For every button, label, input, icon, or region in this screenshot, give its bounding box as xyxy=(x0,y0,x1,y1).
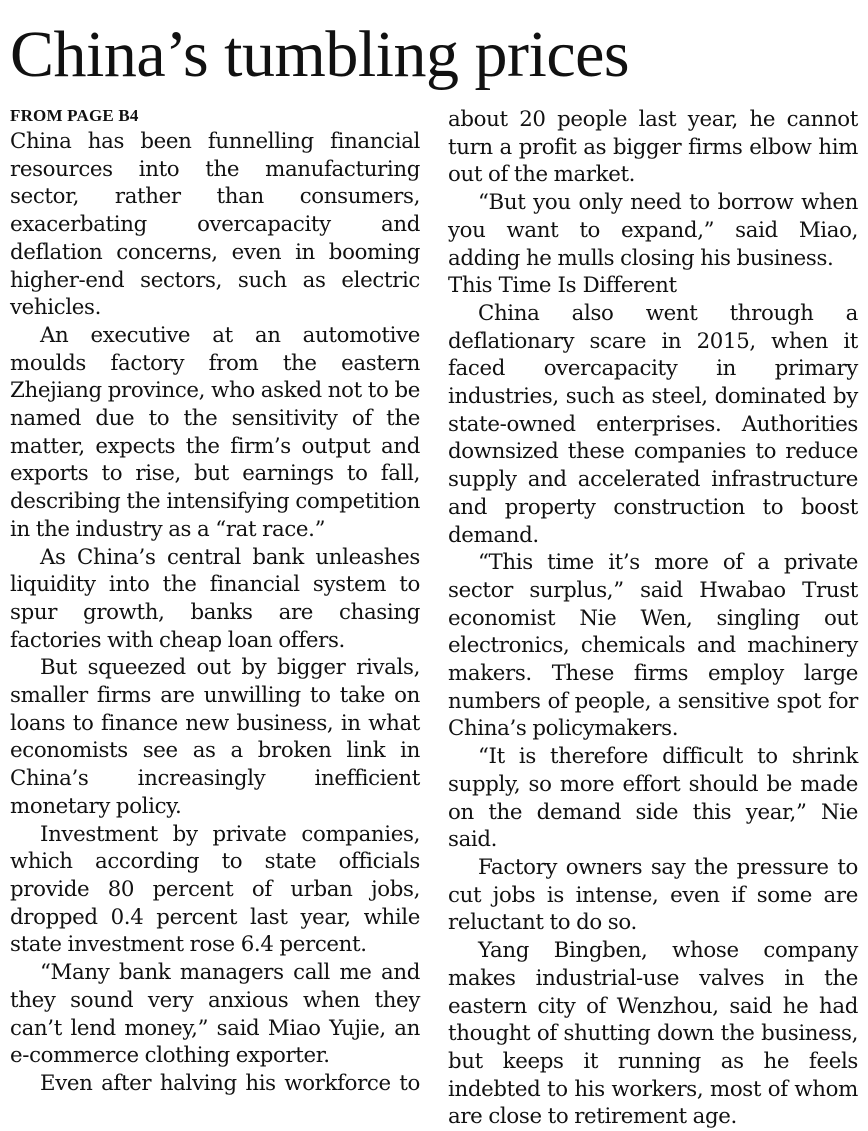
paragraph: But squeezed out by bigger rivals, smaller firms are unwilling to take on loans to finance new business, in what economists see as a broken link in China’s increasingly inefficient monetary policy. xyxy=(10,655,420,819)
column-left xyxy=(10,106,420,1131)
paragraph: Investment by private companies, which according to state officials provide 80 percent of urban jobs, dropped 0.4 percent last year, while state investment rose 6.4 percent. xyxy=(10,821,420,958)
article-body xyxy=(10,106,858,1131)
paragraph: Even after halving his workforce to xyxy=(40,1070,420,1096)
paragraph: China also went through a deflationary scare in 2015, when it faced overcapacity in primary industries, such as steel, dominated by state-owned enterprises. Authorities downsized these companies to reduce supply and accelerated infrastructure and property construction to boost demand. xyxy=(448,300,858,548)
headline: China’s tumbling prices xyxy=(10,18,630,91)
paragraph: “It is therefore difficult to shrink supply, so more effort should be made on the demand side this year,” Nie said. xyxy=(448,744,858,853)
paragraph: China has been funnelling financial resources into the manufacturing sector, rather than consumers, exacerbating overcapacity and deflation concerns, even in booming higher-end sectors, such as electric vehicles. xyxy=(10,129,420,321)
paragraph: As China’s central bank unleashes liquidity into the financial system to spur growth, banks are chasing factories with cheap loan offers. xyxy=(10,544,420,653)
paragraph: “This time it’s more of a private sector surplus,” said Hwabao Trust economist Nie Wen, singling out electronics, chemicals and machinery makers. These firms employ large numbers of people, a sensitive spot for China’s policymakers. xyxy=(448,550,858,742)
paragraph: Factory owners say the pressure to cut jobs is intense, even if some are reluctant to do so. xyxy=(448,854,858,936)
paragraph: “But you only need to borrow when you want to expand,” said Miao, adding he mulls closing his business. xyxy=(448,190,858,271)
paragraph: “Many bank managers call me and they sound very anxious when they can’t lend money,” said Miao Yujie, an e-commerce clothing exporter. xyxy=(10,960,420,1069)
subhead: This Time Is Different xyxy=(448,273,677,299)
column-right xyxy=(448,106,858,1131)
kicker: FROM PAGE B4 xyxy=(10,106,139,125)
paragraph: Yang Bingben, whose company makes industrial-use valves in the eastern city of Wenzhou, said he had thought of shutting down the business, but keeps it running as he feels indebted to his workers, most of whom are close to retirement age. xyxy=(448,938,858,1130)
paragraph: about 20 people last year, he cannot turn a profit as bigger firms elbow him out of the market. xyxy=(448,107,858,188)
paragraph: An executive at an automotive moulds factory from the eastern Zhejiang province, who asked not to be named due to the sensitivity of the matter, expects the firm’s output and exports to rise, but earnings to fall, describing the intensifying competition in the industry as a “rat race.” xyxy=(10,322,420,542)
